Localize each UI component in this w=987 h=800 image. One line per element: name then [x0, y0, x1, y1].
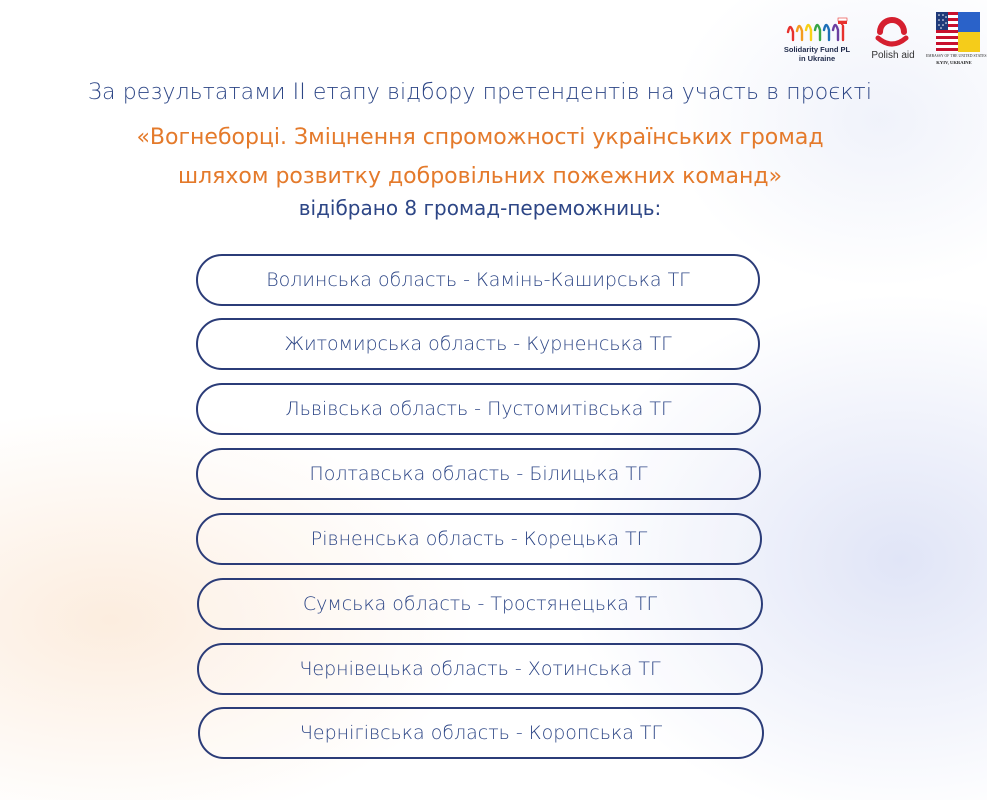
embassy-name: EMBASSY OF THE UNITED STATES	[926, 54, 987, 58]
embassy-logo	[926, 8, 987, 68]
solidarity-fund-name: Solidarity Fund PL	[783, 45, 851, 54]
polish-aid-logo	[862, 8, 922, 68]
winner-item: Житомирська область - Курненська ТГ	[196, 318, 760, 370]
winners-subtitle: відібрано 8 громад-переможниць:	[298, 196, 662, 220]
solidarity-fund-location: in Ukraine	[798, 54, 836, 63]
embassy-flags-icon	[936, 12, 980, 52]
project-title-line-2: шляхом розвитку добровільних пожежних команд»	[177, 164, 783, 189]
solidarity-fund-logo-icon	[786, 18, 848, 42]
polish-aid-logo-icon	[872, 12, 912, 50]
project-title	[0, 118, 960, 196]
winner-item: Рівненська область - Корецька ТГ	[196, 513, 762, 565]
winner-item: Волинська область - Камінь-Каширська ТГ	[196, 254, 760, 306]
polish-aid-text: Polish aid	[871, 50, 915, 61]
winner-item: Сумська область - Тростянецька ТГ	[197, 578, 763, 630]
solidarity-fund-logo	[782, 8, 852, 68]
winner-item: Чернігівська область - Коропська ТГ	[198, 707, 764, 759]
winner-item: Полтавська область - Білицька ТГ	[196, 448, 761, 500]
embassy-location: KYIV, UKRAINE	[936, 60, 972, 65]
intro-text: За результатами ІІ етапу відбору претендентів на участь в проєкті	[87, 80, 873, 105]
winner-item: Чернівецька область - Хотинська ТГ	[197, 643, 763, 695]
winner-item: Львівська область - Пустомитівська ТГ	[196, 383, 761, 435]
project-title-line-1: «Вогнеборці. Зміцнення спроможності українських громад	[136, 125, 824, 150]
